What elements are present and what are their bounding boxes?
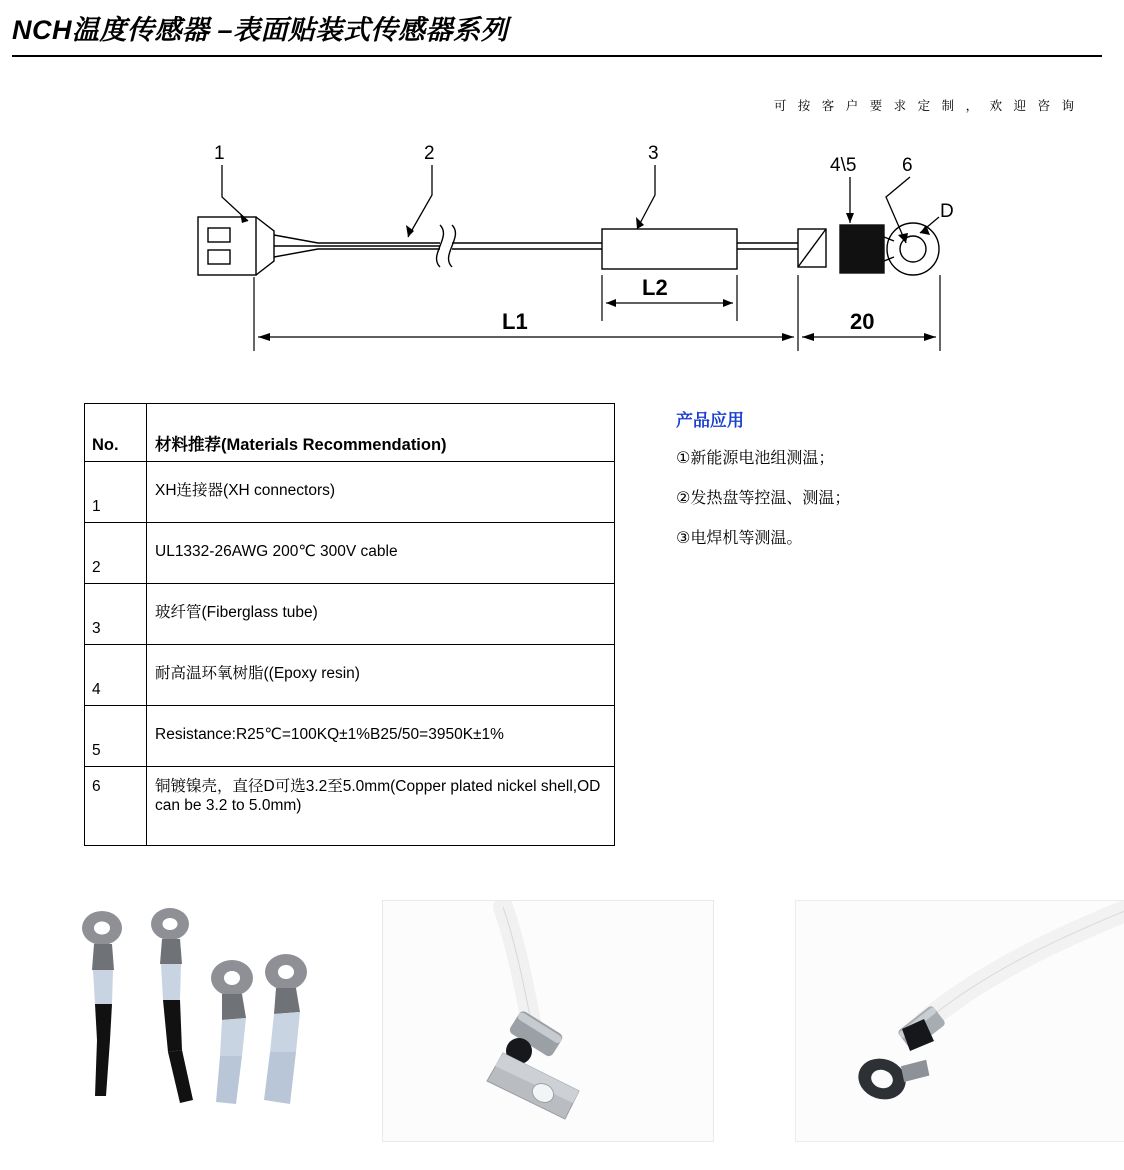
- product-photo-flat-tab-sensor: [382, 900, 714, 1142]
- materials-table: [84, 403, 615, 846]
- title-divider: [12, 55, 1102, 57]
- application-item: ③电焊机等测温。: [676, 529, 803, 547]
- callout-d: D: [940, 201, 954, 222]
- dimension-l2: L2: [642, 275, 668, 300]
- row-no: 5: [85, 706, 147, 767]
- applications-title: 产品应用: [676, 411, 744, 430]
- callout-6: 6: [902, 155, 913, 176]
- product-photo-ring-terminals: [60, 900, 360, 1140]
- application-item: ①新能源电池组测温；: [676, 450, 835, 467]
- table-row: [85, 523, 615, 584]
- row-no: 1: [85, 462, 147, 523]
- callout-4-5: 4\5: [830, 155, 857, 176]
- row-material: 铜镀镍壳，直径D可选3.2至5.0mm(Copper plated nickel shell,OD can be 3.2 to 5.0mm): [147, 767, 615, 846]
- callout-1: 1: [214, 143, 225, 164]
- application-item: ②发热盘等控温、测温；: [676, 489, 851, 507]
- row-material: Resistance:R25℃=100KQ±1%B25/50=3950K±1%: [147, 706, 615, 767]
- product-photo-strip: [0, 900, 1124, 1170]
- row-no: 2: [85, 523, 147, 584]
- page-header: [12, 16, 1102, 57]
- callout-2: 2: [424, 143, 435, 164]
- row-material: 玻纤管(Fiberglass tube): [147, 584, 615, 645]
- table-row: [85, 767, 615, 846]
- table-row: [85, 462, 615, 523]
- table-row: [85, 645, 615, 706]
- page-title: NCH温度传感器 –表面贴装式传感器系列: [12, 15, 509, 45]
- product-photo-ring-lug-sensor: [795, 900, 1124, 1142]
- table-row: [85, 584, 615, 645]
- table-header-row: [85, 404, 615, 462]
- callout-3: 3: [648, 143, 659, 164]
- customization-note: 可 按 客 户 要 求 定 制 ， 欢 迎 咨 询: [773, 99, 1078, 113]
- row-material: UL1332-26AWG 200℃ 300V cable: [147, 523, 615, 584]
- row-no: 4: [85, 645, 147, 706]
- header-material: 材料推荐(Materials Recommendation): [147, 404, 615, 462]
- product-technical-drawing: [150, 125, 980, 365]
- dimension-tail: 20: [850, 309, 875, 334]
- row-material: XH连接器(XH connectors): [147, 462, 615, 523]
- applications-section: [676, 406, 1056, 568]
- header-no: No.: [85, 404, 147, 462]
- row-no: 6: [85, 767, 147, 846]
- row-material: 耐高温环氧树脂((Epoxy resin): [147, 645, 615, 706]
- row-no: 3: [85, 584, 147, 645]
- dimension-l1: L1: [502, 309, 528, 334]
- table-row: [85, 706, 615, 767]
